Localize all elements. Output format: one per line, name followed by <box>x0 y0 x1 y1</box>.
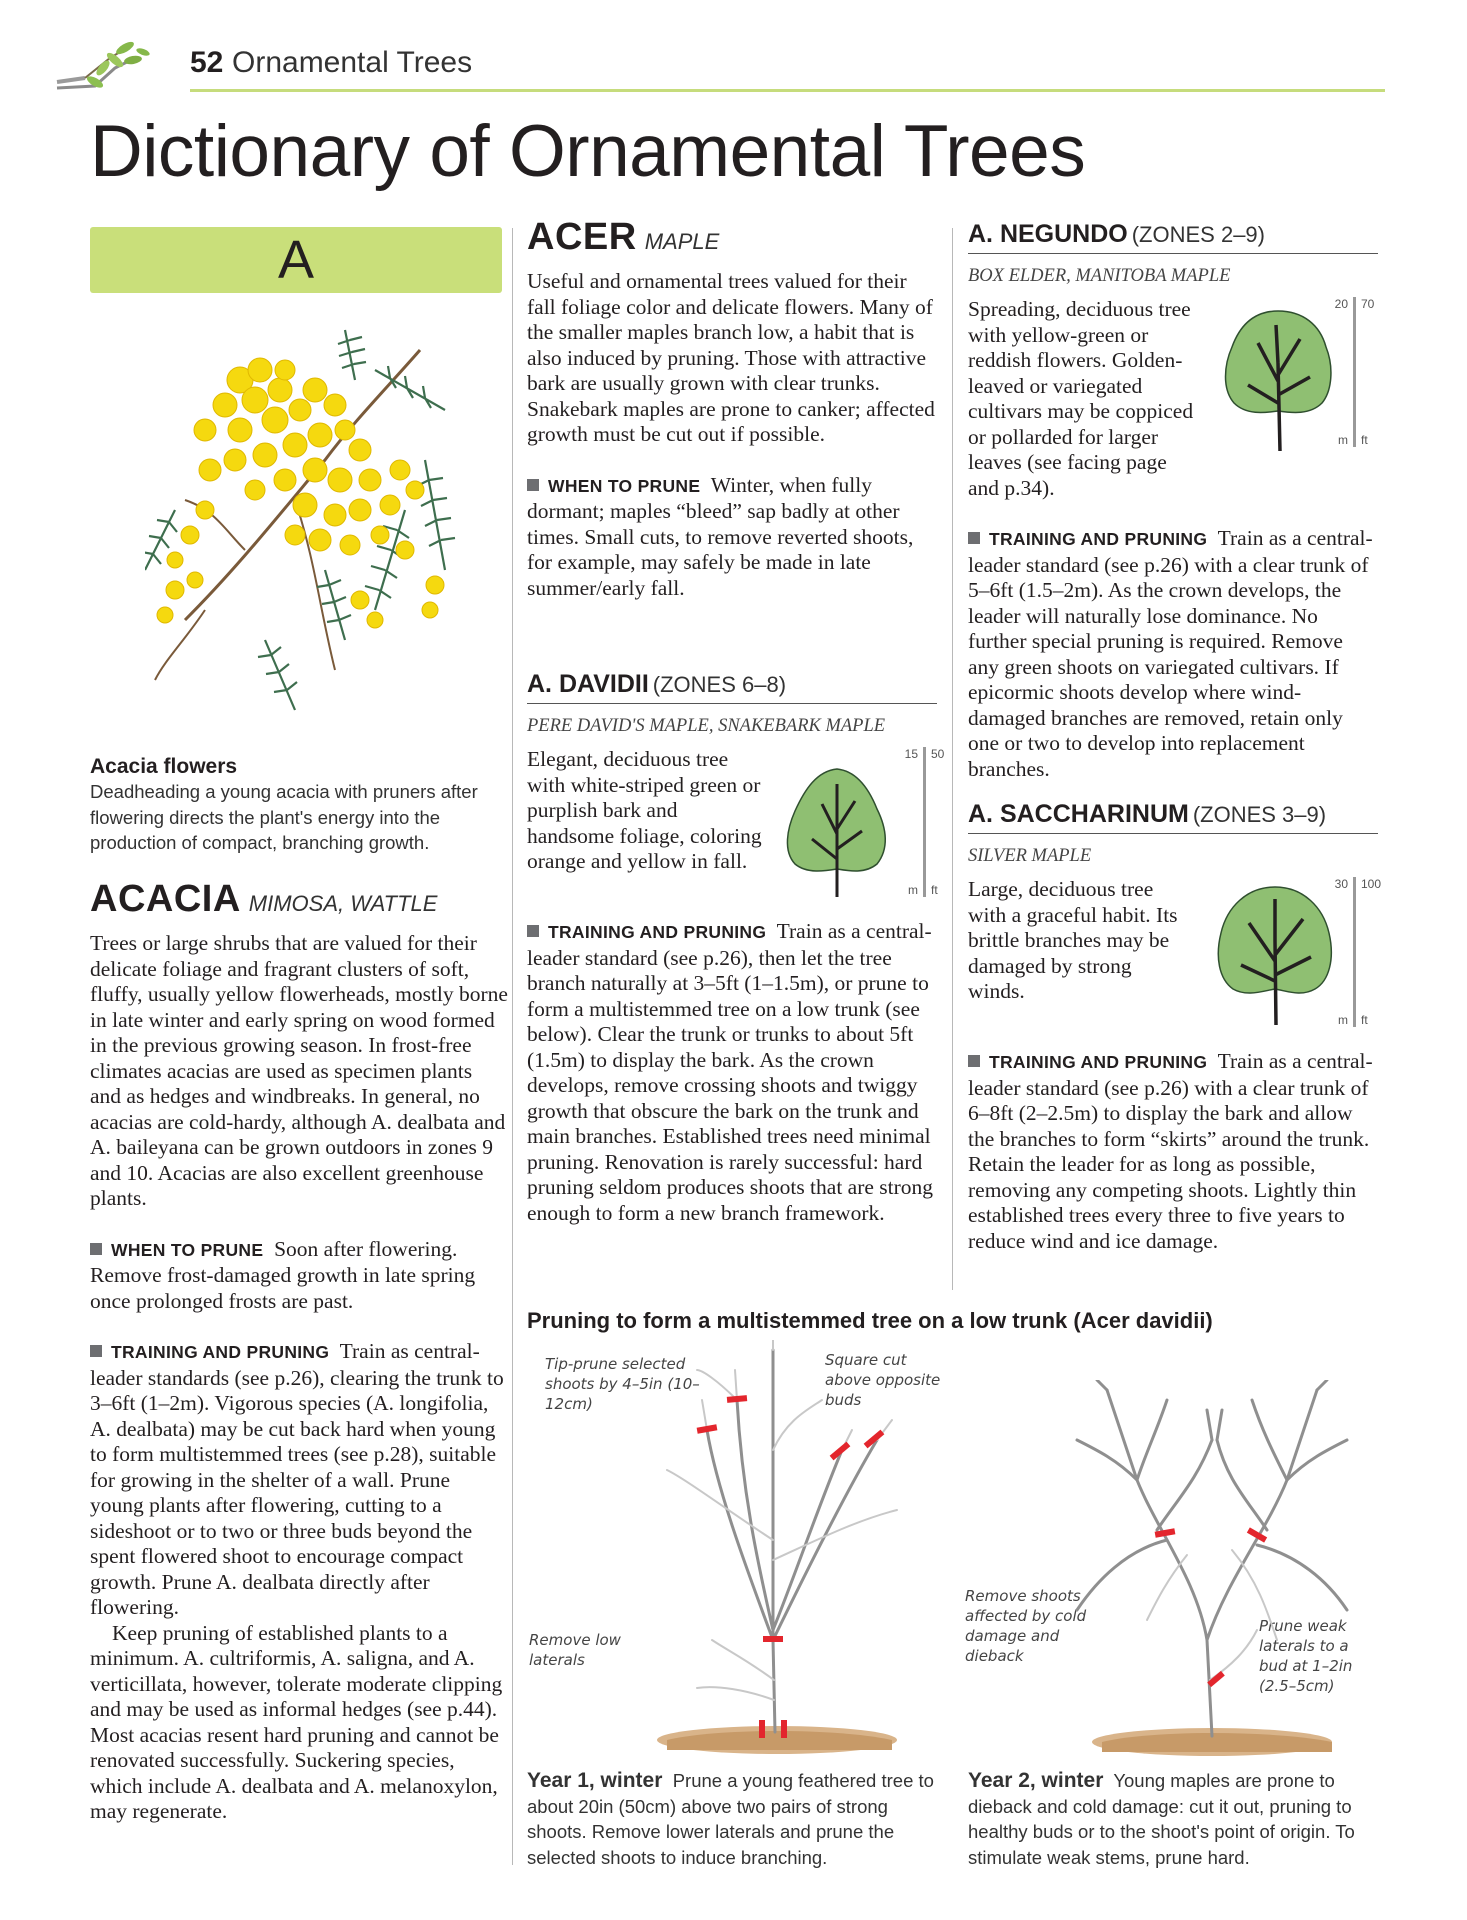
subentry-zones: (ZONES 3–9) <box>1192 802 1327 827</box>
para-text: Train as central-leader standards (see p.26), clearing the trunk to 3–6ft (1–2m). Vigorous species (A. longifolia, A. dealbata) may be cut back hard when young to form multistemmed trees (see p.28), suitable for growing in the shelter of a wall. Prune young plants after flowering, cutting to a sideshoot or to two or three buds beyond the spent flowered shoot to encourage compact growth. Prune A. dealbata directly after flowering. <box>90 1339 504 1619</box>
entry-title: ACACIA <box>90 878 241 920</box>
para-head: TRAINING AND PRUNING <box>111 1342 330 1362</box>
section-letter: A <box>277 230 315 290</box>
acacia-entry <box>90 878 508 1825</box>
davidii-desc-block <box>527 747 945 907</box>
label-remove-low-laterals: Remove low laterals <box>529 1631 621 1669</box>
label-prune-weak-laterals: Prune weak laterals to a bud at 1–2in (2.5–5cm) <box>1259 1617 1353 1695</box>
acacia-training <box>90 1339 508 1621</box>
year2-text: Young maples are prone to dieback and cold damage: cut it out, pruning to healthy buds or to the shoot's point of origin. To stimulate weak stems, prune hard. <box>968 1770 1355 1868</box>
acacia-caption <box>90 755 505 856</box>
subentry-rule <box>968 833 1378 834</box>
para-text: Winter, when fully dormant; maples “bleed” sap badly at other times. Small cuts, to remove reverted shoots, for example, may safely be made in late summer/early fall. <box>527 472 914 600</box>
saccharinum-heading <box>968 800 1378 829</box>
davidii-desc: Elegant, deciduous tree with white-striped green or purplish bark and handsome foliage, coloring orange and yellow in fall. <box>527 747 762 873</box>
subentry-common-names: BOX ELDER, MANITOBA MAPLE <box>968 266 1231 286</box>
para-head: WHEN TO PRUNE <box>548 475 701 496</box>
para-head: WHEN TO PRUNE <box>111 1239 264 1260</box>
height-scale: 30 100 m ft <box>1334 877 1382 1027</box>
davidii-entry <box>527 670 945 1226</box>
acacia-flowers-illustration <box>145 310 460 715</box>
para-head: TRAINING AND PRUNING <box>989 1052 1208 1072</box>
bullet-square-icon <box>90 1243 102 1255</box>
para-head: TRAINING AND PRUNING <box>989 529 1208 549</box>
entry-common-name: MIMOSA, WATTLE <box>248 891 438 916</box>
caption-text: Deadheading a young acacia with pruners after flowering directs the plant's energy into the production of compact, branching growth. <box>90 781 478 853</box>
negundo-desc: Spreading, deciduous tree with yellow-green or reddish flowers. Golden-leaved or variegated cultivars may be coppiced or pollarded for larger leaves (see facing page and p.34). <box>968 297 1376 501</box>
column-divider <box>512 228 513 1865</box>
height-scale: 15 50 m ft <box>904 747 945 897</box>
subentry-zones: (ZONES 6–8) <box>652 672 787 697</box>
subentry-zones: (ZONES 2–9) <box>1131 222 1265 247</box>
page-header <box>55 38 1385 98</box>
bullet-square-icon <box>527 479 539 491</box>
bullet-square-icon <box>90 1345 102 1357</box>
height-scale: 20 70 m ft <box>1334 297 1375 447</box>
entry-common-name: MAPLE <box>644 229 720 254</box>
acer-when-to-prune <box>527 473 937 602</box>
negundo-heading <box>968 220 1378 249</box>
sprig-icon <box>55 38 150 100</box>
year1-tree-illustration <box>607 1340 937 1760</box>
diagram-title: Pruning to form a multistemmed tree on a low trunk (Acer davidii) <box>527 1308 1213 1333</box>
acacia-intro: Trees or large shrubs that are valued for their delicate foliage and fragrant clusters of soft, fluffy, usually yellow flowerheads, mostly borne in late winter and early spring on wood formed in the previous growing season. In frost-free climates acacias are used as specimen plants and as hedges and windbreaks. In general, no acacias are cold-hardy, although A. dealbata and A. baileyana can be grown outdoors in zones 9 and 10. Acacias are also excellent greenhouse plants. <box>90 931 508 1210</box>
davidii-training <box>527 919 937 1226</box>
tree-silhouette-icon <box>777 759 897 899</box>
acer-intro: Useful and ornamental trees valued for their fall foliage color and delicate flowers. Many of the smaller maples branch low, a habit that is also induced by pruning. Those with attractive bark are usually grown with clear trunks. Snakebark maples are prone to canker; affected growth must be cut out if possible. <box>527 269 935 446</box>
saccharinum-desc-block <box>968 877 1382 1027</box>
year1-text-block <box>527 1768 947 1870</box>
saccharinum-training <box>968 1049 1378 1254</box>
subentry-rule <box>527 703 937 704</box>
pruning-diagram <box>527 1340 1377 1760</box>
para-text: Soon after flowering. Remove frost-damaged growth in late spring once prolonged frosts are past. <box>90 1236 476 1313</box>
column-divider <box>952 228 953 1290</box>
para-head: TRAINING AND PRUNING <box>548 922 767 942</box>
page-title: Dictionary of Ornamental Trees <box>90 111 1086 192</box>
label-remove-cold-damage: Remove shoots affected by cold damage and dieback <box>965 1587 1087 1665</box>
entry-title: ACER <box>527 216 637 258</box>
page-number: 52 <box>190 46 224 79</box>
year2-tree-illustration <box>1047 1380 1377 1760</box>
header-rule <box>190 89 1385 92</box>
label-tip-prune: Tip-prune selected shoots by 4–5in (10–12cm) <box>545 1355 700 1413</box>
para-text: Train as a central-leader standard (see p.26) with a clear trunk of 5–6ft (1.5–2m). As the crown develops, the leader will naturally lose dominance. No further special pruning is required. Remove any green shoots on variegated cultivars. If epicormic shoots develop where wind-damaged branches are removed, retain only one or two to develop into replacement branches. <box>968 526 1373 781</box>
year2-head: Year 2, winter <box>968 1769 1104 1792</box>
year1-text: Prune a young feathered tree to about 20in (50cm) above two pairs of strong shoots. Remove lower laterals and prune the selected shoots to induce branching. <box>527 1770 934 1868</box>
caption-title: Acacia flowers <box>90 755 238 778</box>
subentry-title: A. NEGUNDO <box>968 220 1128 248</box>
year2-caption <box>968 1768 1378 1870</box>
bullet-square-icon <box>527 925 539 937</box>
tree-silhouette-icon <box>1213 881 1338 1027</box>
letter-bar <box>90 227 502 293</box>
subentry-rule <box>968 253 1378 254</box>
negundo-desc-block <box>968 297 1378 501</box>
bullet-square-icon <box>968 532 980 544</box>
subentry-common-names: PERE DAVID'S MAPLE, SNAKEBARK MAPLE <box>527 716 886 736</box>
negundo-training <box>968 526 1378 782</box>
acacia-heading <box>90 878 508 921</box>
year1-caption <box>527 1768 947 1870</box>
year1-head: Year 1, winter <box>527 1769 663 1792</box>
tree-silhouette-icon <box>1218 303 1338 453</box>
acacia-keep-pruning: Keep pruning of established plants to a minimum. A. cultriformis, A. saligna, and A. verticillata, however, tolerate moderate clipping and may be used as informal hedges (see p.44). Most acacias resent hard pruning and cannot be renovated successfully. Suckering species, which include A. dealbata and A. melanoxylon, may regenerate. <box>90 1620 503 1823</box>
label-square-cut: Square cut above opposite buds <box>825 1351 941 1409</box>
saccharinum-desc: Large, deciduous tree with a graceful habit. Its brittle branches may be damaged by strong winds. <box>968 877 1178 1003</box>
para-text: Train as a central-leader standard (see p.26) with a clear trunk of 6–8ft (2–2.5m) to display the bark and allow the branches to form “skirts” around the trunk. Retain the leader for as long as possible, removing any competing shoots. Lightly thin established trees every three to five years to reduce wind and ice damage. <box>968 1049 1373 1253</box>
saccharinum-entry <box>968 800 1382 1254</box>
section-name: Ornamental Trees <box>232 46 473 79</box>
subentry-common-names: SILVER MAPLE <box>968 846 1092 866</box>
subentry-title: A. SACCHARINUM <box>968 800 1189 828</box>
year2-text-block <box>968 1768 1378 1870</box>
davidii-heading <box>527 670 937 699</box>
acer-heading <box>527 216 937 259</box>
acacia-when-to-prune <box>90 1237 508 1315</box>
para-text: Train as a central-leader standard (see p.26), then let the tree branch naturally at 3–5ft (1–1.5m), or prune to form a multistemmed tree on a low trunk (see below). Clear the trunk or trunks to about 5ft (1.5m) to display the bark. As the crown develops, remove crossing shoots and twiggy growth that obscure the bark on the trunk and main branches. Established trees need minimal pruning. Renovation is rarely successful: hard pruning seldom produces shoots that are strong enough to form a new branch framework. <box>527 919 934 1225</box>
subentry-title: A. DAVIDII <box>527 670 649 698</box>
bullet-square-icon <box>968 1055 980 1067</box>
acer-entry <box>527 216 937 601</box>
negundo-entry <box>968 220 1378 782</box>
